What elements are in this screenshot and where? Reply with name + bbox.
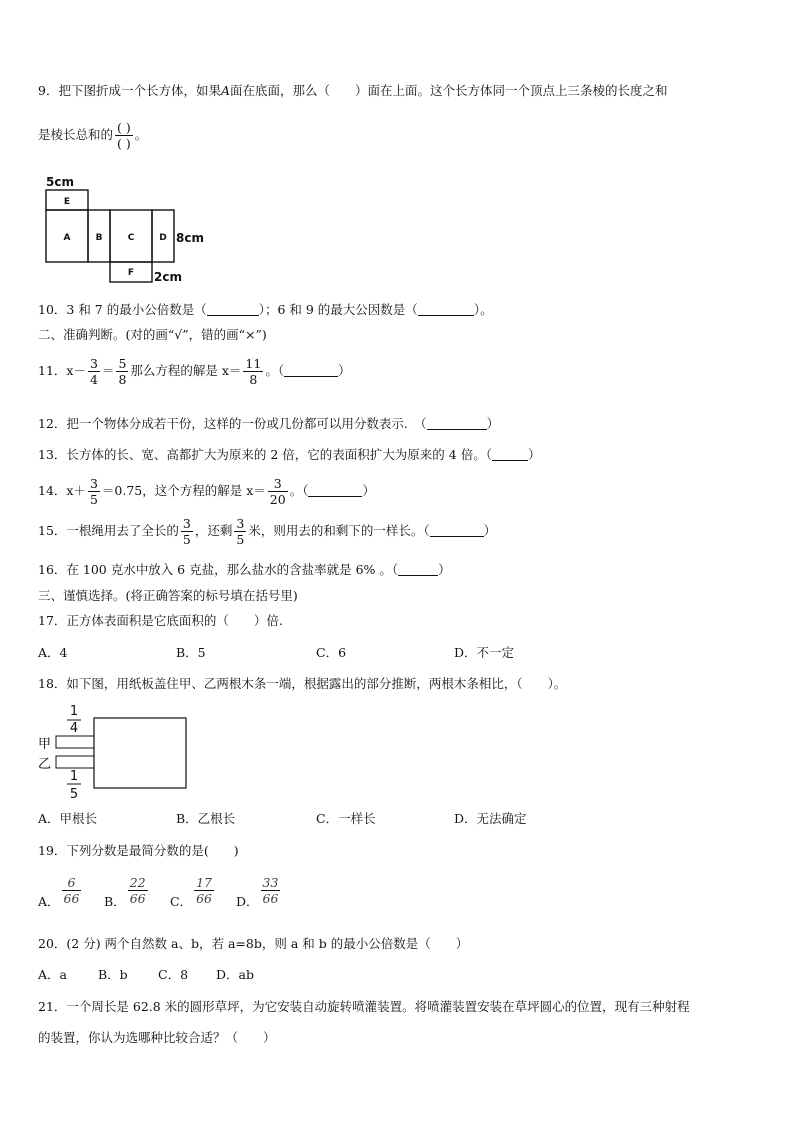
q12 [38, 416, 499, 432]
q15-frac-1 [181, 516, 193, 547]
q11 [38, 356, 351, 387]
q15-text-c: 米，则用去的和剩下的一样长。（ [248, 523, 430, 538]
q13-text: 13．长方体的长、宽、高都扩大为原来的 2 倍，它的表面积扩大为原来的 4 倍。（ [38, 447, 492, 462]
q17-option-c[interactable]: C．6 [316, 645, 347, 660]
q19-b-frac [128, 875, 148, 906]
q12-close: ） [486, 416, 500, 431]
q11-f1-den: 4 [89, 372, 98, 387]
q19-d-frac [261, 875, 281, 906]
q19-a-letter: A． [38, 894, 60, 909]
q20-option-c[interactable]: C．8 [158, 967, 189, 982]
q14-blank[interactable] [308, 484, 362, 497]
q19-b-den: 66 [129, 891, 146, 906]
q21-line2: 的装置，你认为选哪种比较合适？（ ） [38, 1030, 276, 1045]
q9-fraction [115, 120, 133, 151]
q19-stem: 19．下列分数是最简分数的是( ) [38, 843, 239, 858]
q17-option-a[interactable]: A．4 [38, 645, 68, 660]
q21-line1: 21．一个周长是 62.8 米的圆形草坪，为它安装自动旋转喷灌装置。将喷灌装置安装在草坪圆心的位置，现有三种射程 [38, 999, 690, 1014]
q14 [38, 476, 375, 507]
q15-f1-den: 5 [182, 532, 191, 547]
q11-text-e: ） [338, 363, 351, 378]
q14-close: ） [362, 483, 375, 498]
q11-text-b: ＝ [101, 363, 115, 378]
q13-blank[interactable] [492, 448, 528, 461]
q18-option-d[interactable]: D．无法确定 [454, 811, 527, 826]
q10-blank-2[interactable] [418, 303, 474, 316]
q19-option-c[interactable] [170, 875, 216, 910]
fig-top-num: 1 [69, 704, 79, 719]
q14-f2-den: 20 [269, 492, 286, 507]
q11-f3-num: 11 [245, 356, 262, 371]
fig-top-den: 4 [69, 721, 79, 736]
q11-text-c: 那么方程的解是 x＝ [130, 363, 242, 378]
fig-bot-num: 1 [69, 769, 79, 784]
q13-close: ） [527, 447, 541, 462]
q11-f1-num: 3 [89, 356, 98, 371]
q14-frac-2 [268, 476, 288, 507]
stick-label-jia: 甲 [38, 737, 52, 752]
q9-text-a: 9．把下图折成一个长方体，如果 [38, 83, 221, 98]
q20-option-a[interactable]: A．a [38, 967, 67, 982]
q12-blank[interactable] [427, 417, 487, 430]
q9-frac-den: ( ) [117, 136, 131, 151]
q9-frac-num: ( ) [117, 120, 131, 135]
q18-option-a[interactable]: A．甲根长 [38, 811, 98, 826]
section-3-heading: 三、谨慎选择。(将正确答案的标号填在括号里) [38, 588, 298, 603]
q16 [38, 562, 451, 578]
q19-a-num: 6 [62, 875, 82, 891]
q17-option-d[interactable]: D．不一定 [454, 645, 515, 660]
q9-line2 [38, 120, 147, 151]
q19-c-num: 17 [196, 875, 212, 890]
q11-blank[interactable] [284, 364, 338, 377]
q18-option-c[interactable]: C．一样长 [316, 811, 376, 826]
q9-line1 [38, 83, 668, 99]
q9-text-b: 面在底面，那么（ ）面在上面。这个长方体同一个顶点上三条棱的长度之和 [230, 83, 668, 98]
q9-text-c: 是棱长总和的 [38, 127, 114, 142]
net-dim-top: 5cm [46, 175, 74, 189]
net-label-a: A [63, 233, 71, 243]
q11-text-a: 11．x－ [38, 363, 86, 378]
q11-f3-den: 8 [249, 372, 258, 387]
q10 [38, 302, 493, 318]
q10-text-c: ）。 [473, 302, 493, 317]
stick-yi [56, 756, 98, 768]
net-label-d: D [159, 233, 167, 243]
q11-f2-den: 8 [118, 372, 127, 387]
q19-c-letter: C． [170, 894, 193, 909]
stick-jia [56, 736, 98, 748]
q16-text: 16．在 100 克水中放入 6 克盐，那么盐水的含盐率就是 6% 。（ [38, 562, 399, 577]
q20-option-b[interactable]: B．b [98, 967, 128, 982]
q19-b-num: 22 [129, 875, 146, 890]
q19-option-d[interactable] [236, 875, 282, 910]
q11-frac-1 [88, 356, 100, 387]
q19-d-letter: D． [236, 894, 259, 909]
q11-frac-3 [243, 356, 263, 387]
q10-blank-1[interactable] [207, 303, 259, 316]
q15-frac-2 [234, 516, 246, 547]
q13 [38, 447, 540, 463]
q19-c-frac [194, 875, 214, 906]
q15-text-b: ，还剩 [194, 523, 233, 538]
q15-close: ） [483, 523, 497, 538]
q18-stem: 18．如下图，用纸板盖住甲、乙两根木条一端，根据露出的部分推断，两根木条相比，（ ）。 [38, 676, 567, 691]
q19-a-den: 66 [63, 891, 80, 906]
q14-text-a: 14．x＋ [38, 483, 86, 498]
q19-c-den: 66 [196, 891, 212, 906]
q15-blank[interactable] [430, 524, 484, 537]
q19-a-frac [62, 875, 82, 906]
stick-label-yi: 乙 [38, 757, 52, 772]
q14-f2-num: 3 [268, 476, 288, 492]
q10-text-a: 10．3 和 7 的最小公倍数是（ [38, 302, 207, 317]
section-2-heading: 二、准确判断。(对的画“√”，错的画“×”) [38, 327, 267, 342]
q12-text: 12．把一个物体分成若干份，这样的一份或几份都可以用分数表示. （ [38, 416, 427, 431]
q15-text-a: 15．一根绳用去了全长的 [38, 523, 179, 538]
q17-stem: 17．正方体表面积是它底面积的（ ）倍. [38, 613, 283, 628]
q19-b-letter: B． [104, 894, 126, 909]
q15 [38, 516, 496, 547]
q15-f2-num: 3 [236, 516, 245, 531]
q11-text-d: 。（ [265, 363, 285, 378]
q15-f1-num: 3 [182, 516, 191, 531]
q14-f1-den: 5 [89, 492, 98, 507]
q19-d-den: 66 [262, 891, 279, 906]
net-label-e: E [63, 197, 71, 207]
q19-option-b[interactable] [104, 875, 150, 910]
cover-board [94, 718, 186, 788]
q10-text-b: ）；6 和 9 的最大公因数是（ [258, 302, 418, 317]
net-dim-right: 8cm [176, 231, 204, 245]
q16-close: ） [438, 562, 451, 577]
net-label-c: C [127, 233, 135, 243]
q18-sticks-figure [36, 702, 196, 802]
q14-text-c: 。（ [289, 483, 309, 498]
net-label-f: F [127, 268, 135, 278]
q17-option-b[interactable]: B．5 [176, 645, 206, 660]
q14-f1-num: 3 [89, 476, 98, 491]
q19-d-num: 33 [262, 875, 279, 890]
q16-blank[interactable] [398, 563, 438, 576]
q11-frac-2 [116, 356, 128, 387]
cuboid-net-figure [40, 174, 220, 284]
q20-option-d[interactable]: D．ab [216, 967, 254, 982]
q19-option-a[interactable] [38, 875, 83, 910]
q14-frac-1 [88, 476, 100, 507]
q18-option-b[interactable]: B．乙根长 [176, 811, 236, 826]
q14-text-b: ＝0.75，这个方程的解是 x＝ [101, 483, 266, 498]
fig-bot-den: 5 [69, 787, 79, 802]
net-label-b: B [95, 233, 103, 243]
q9-period: 。 [134, 127, 148, 142]
q15-f2-den: 5 [236, 532, 245, 547]
q11-f2-num: 5 [118, 356, 127, 371]
q20-stem: 20．(2 分) 两个自然数 a、b，若 a=8b，则 a 和 b 的最小公倍数是（ ） [38, 936, 469, 951]
q9-face-a: A [220, 83, 230, 98]
net-dim-bottom: 2cm [154, 270, 182, 284]
